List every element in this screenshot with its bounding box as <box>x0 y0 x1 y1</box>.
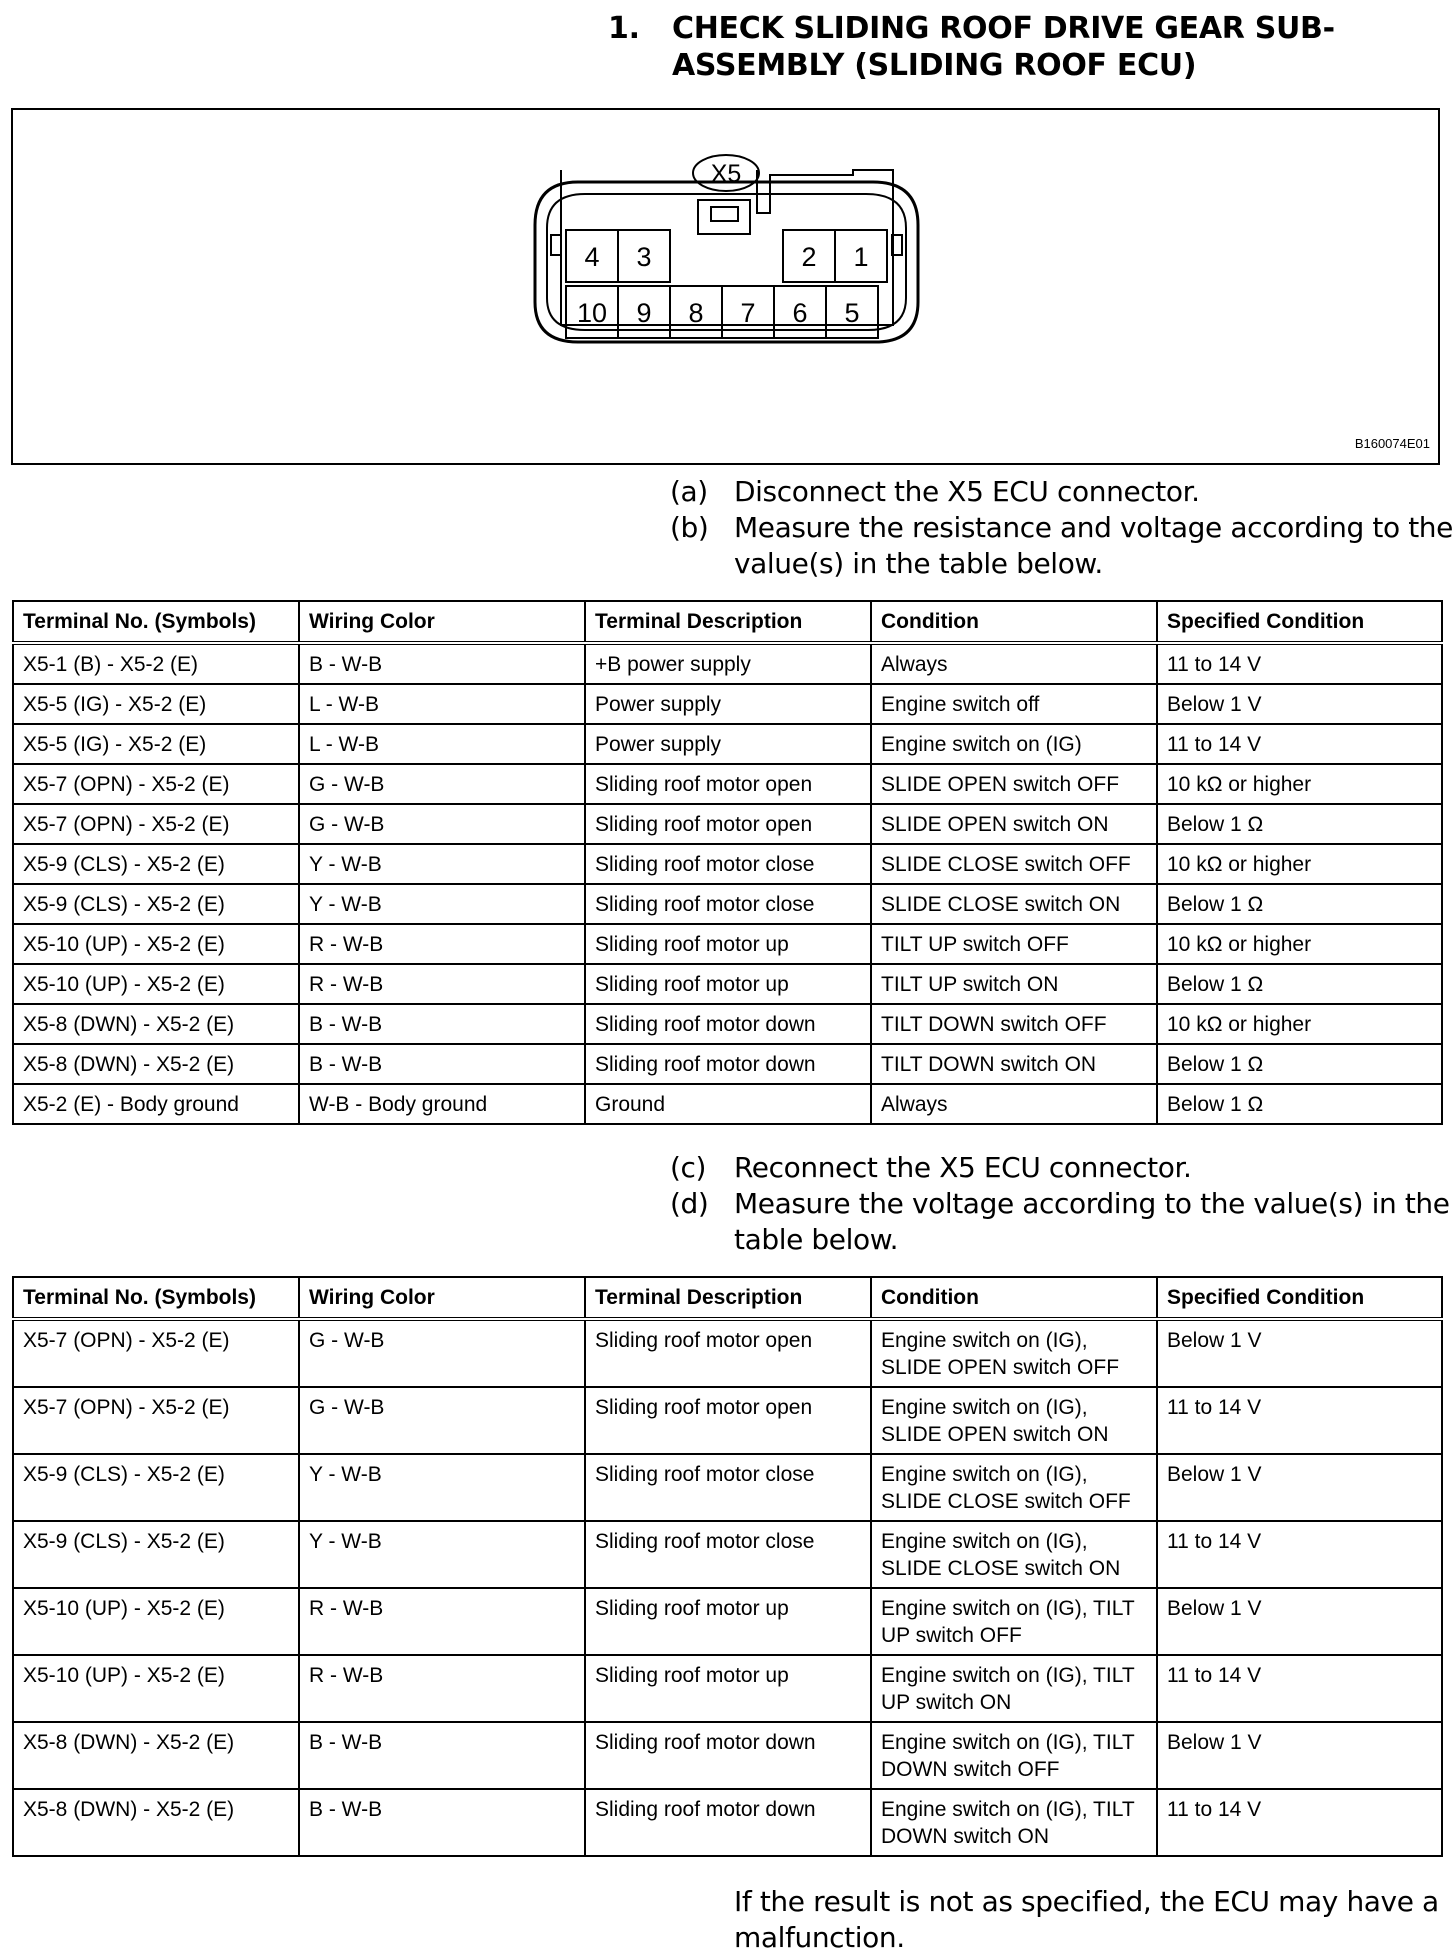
table-cell: Y - W-B <box>299 1521 585 1588</box>
table-row <box>13 844 1442 884</box>
table-cell: W-B - Body ground <box>299 1084 585 1124</box>
connector-label: X5 <box>710 160 742 188</box>
footer-note: If the result is not as specified, the ECU may have a malfunction. <box>734 1885 1439 1954</box>
table-cell: G - W-B <box>299 1319 585 1387</box>
table-row <box>13 804 1442 844</box>
table-cell: Y - W-B <box>299 884 585 924</box>
table-cell: Engine switch on (IG), SLIDE OPEN switch OFF <box>871 1319 1157 1387</box>
left-side-slot <box>551 235 561 255</box>
pin-number: 6 <box>792 298 808 328</box>
table-cell: Engine switch on (IG), TILT UP switch OFF <box>871 1588 1157 1655</box>
table-row <box>13 1387 1442 1454</box>
table-cell: 11 to 14 V <box>1157 1387 1442 1454</box>
table-row <box>13 1722 1442 1789</box>
table-cell: Sliding roof motor up <box>585 924 871 964</box>
steps-before-table1 <box>670 474 1454 582</box>
table-cell: SLIDE CLOSE switch OFF <box>871 844 1157 884</box>
table-cell: G - W-B <box>299 1387 585 1454</box>
step-c <box>670 1150 1454 1186</box>
table-cell: TILT UP switch ON <box>871 964 1157 1004</box>
table-cell: R - W-B <box>299 964 585 1004</box>
heading-number: 1. <box>608 11 640 46</box>
table-cell: X5-9 (CLS) - X5-2 (E) <box>13 1521 299 1588</box>
column-header: Terminal No. (Symbols) <box>13 1277 299 1319</box>
table-cell: Sliding roof motor up <box>585 1655 871 1722</box>
table-cell: X5-8 (DWN) - X5-2 (E) <box>13 1044 299 1084</box>
table-cell: Sliding roof motor close <box>585 884 871 924</box>
table-cell: Sliding roof motor close <box>585 1521 871 1588</box>
table-cell: TILT DOWN switch ON <box>871 1044 1157 1084</box>
table-cell: X5-10 (UP) - X5-2 (E) <box>13 1655 299 1722</box>
table-cell: Engine switch on (IG), TILT DOWN switch OFF <box>871 1722 1157 1789</box>
table-cell: G - W-B <box>299 804 585 844</box>
step-label: (b) <box>670 511 709 544</box>
step-text: Disconnect the X5 ECU connector. <box>734 475 1200 508</box>
table-cell: B - W-B <box>299 1789 585 1856</box>
table-cell: L - W-B <box>299 724 585 764</box>
table-cell: X5-9 (CLS) - X5-2 (E) <box>13 1454 299 1521</box>
table-header-row <box>13 601 1442 643</box>
table-cell: X5-8 (DWN) - X5-2 (E) <box>13 1722 299 1789</box>
pin-number: 3 <box>636 242 652 272</box>
table-row <box>13 1521 1442 1588</box>
voltage-table <box>12 1276 1443 1857</box>
table-cell: Below 1 Ω <box>1157 1084 1442 1124</box>
table-cell: 10 kΩ or higher <box>1157 844 1442 884</box>
table-cell: 10 kΩ or higher <box>1157 924 1442 964</box>
table-cell: X5-7 (OPN) - X5-2 (E) <box>13 804 299 844</box>
step-d <box>670 1186 1454 1258</box>
table-cell: SLIDE CLOSE switch ON <box>871 884 1157 924</box>
table-header-row <box>13 1277 1442 1319</box>
table-cell: Sliding roof motor close <box>585 844 871 884</box>
heading-title: CHECK SLIDING ROOF DRIVE GEAR SUB-ASSEMBLY (SLIDING ROOF ECU) <box>672 11 1335 83</box>
table-cell: +B power supply <box>585 643 871 684</box>
table-cell: Sliding roof motor down <box>585 1789 871 1856</box>
table-cell: X5-2 (E) - Body ground <box>13 1084 299 1124</box>
step-label: (d) <box>670 1187 709 1220</box>
table-cell: Engine switch on (IG), SLIDE CLOSE switch OFF <box>871 1454 1157 1521</box>
table-cell: Sliding roof motor down <box>585 1004 871 1044</box>
table-cell: X5-5 (IG) - X5-2 (E) <box>13 684 299 724</box>
table-cell: Always <box>871 1084 1157 1124</box>
table-row <box>13 1084 1442 1124</box>
connector-diagram <box>13 110 1438 463</box>
table-row <box>13 764 1442 804</box>
table-cell: R - W-B <box>299 1588 585 1655</box>
table-cell: Below 1 V <box>1157 1454 1442 1521</box>
table-cell: 10 kΩ or higher <box>1157 764 1442 804</box>
figure-code: B160074E01 <box>1354 436 1430 451</box>
table-cell: Engine switch on (IG), SLIDE CLOSE switch ON <box>871 1521 1157 1588</box>
table-cell: X5-9 (CLS) - X5-2 (E) <box>13 844 299 884</box>
table-row <box>13 884 1442 924</box>
table-cell: B - W-B <box>299 1004 585 1044</box>
steps-before-table2 <box>670 1150 1454 1258</box>
table-cell: 11 to 14 V <box>1157 643 1442 684</box>
pin-number: 5 <box>844 298 860 328</box>
latch-tab <box>698 200 750 234</box>
pin-number: 10 <box>576 298 608 328</box>
table-cell: Engine switch on (IG), TILT DOWN switch ON <box>871 1789 1157 1856</box>
table-cell: X5-7 (OPN) - X5-2 (E) <box>13 1387 299 1454</box>
pin-number: 7 <box>740 298 756 328</box>
table-cell: Below 1 Ω <box>1157 884 1442 924</box>
table-cell: Sliding roof motor up <box>585 964 871 1004</box>
step-text: Measure the resistance and voltage according to the value(s) in the table below. <box>734 511 1453 580</box>
table-row <box>13 643 1442 684</box>
table-cell: Sliding roof motor open <box>585 804 871 844</box>
table-cell: R - W-B <box>299 924 585 964</box>
table-cell: Below 1 Ω <box>1157 804 1442 844</box>
table-cell: Sliding roof motor open <box>585 1387 871 1454</box>
table-cell: Sliding roof motor up <box>585 1588 871 1655</box>
table-cell: B - W-B <box>299 1044 585 1084</box>
step-a <box>670 474 1454 510</box>
table-cell: Below 1 Ω <box>1157 964 1442 1004</box>
pin-cells <box>566 230 887 338</box>
table-cell: Power supply <box>585 684 871 724</box>
table-cell: Below 1 V <box>1157 684 1442 724</box>
table-cell: Sliding roof motor open <box>585 764 871 804</box>
column-header: Terminal Description <box>585 601 871 643</box>
table-cell: SLIDE OPEN switch OFF <box>871 764 1157 804</box>
table-cell: Below 1 V <box>1157 1319 1442 1387</box>
table-cell: L - W-B <box>299 684 585 724</box>
column-header: Condition <box>871 601 1157 643</box>
table-row <box>13 1044 1442 1084</box>
table-cell: X5-8 (DWN) - X5-2 (E) <box>13 1004 299 1044</box>
table-row <box>13 1319 1442 1387</box>
table-row <box>13 1454 1442 1521</box>
table-cell: Y - W-B <box>299 1454 585 1521</box>
table-cell: X5-7 (OPN) - X5-2 (E) <box>13 1319 299 1387</box>
column-header: Specified Condition <box>1157 601 1442 643</box>
table-cell: SLIDE OPEN switch ON <box>871 804 1157 844</box>
table-row <box>13 724 1442 764</box>
table-cell: X5-5 (IG) - X5-2 (E) <box>13 724 299 764</box>
table-row <box>13 1789 1442 1856</box>
table-cell: X5-10 (UP) - X5-2 (E) <box>13 924 299 964</box>
table-cell: Sliding roof motor down <box>585 1722 871 1789</box>
table-cell: Engine switch on (IG), TILT UP switch ON <box>871 1655 1157 1722</box>
table-cell: X5-9 (CLS) - X5-2 (E) <box>13 884 299 924</box>
column-header: Terminal Description <box>585 1277 871 1319</box>
table-cell: Sliding roof motor down <box>585 1044 871 1084</box>
table-cell: X5-8 (DWN) - X5-2 (E) <box>13 1789 299 1856</box>
table-cell: Below 1 Ω <box>1157 1044 1442 1084</box>
table-cell: 11 to 14 V <box>1157 1655 1442 1722</box>
table-cell: Sliding roof motor open <box>585 1319 871 1387</box>
table-cell: G - W-B <box>299 764 585 804</box>
table-row <box>13 684 1442 724</box>
column-header: Wiring Color <box>299 601 585 643</box>
pin-number: 2 <box>801 242 817 272</box>
table-cell: Engine switch on (IG) <box>871 724 1157 764</box>
table-cell: Y - W-B <box>299 844 585 884</box>
table-cell: Engine switch on (IG), SLIDE OPEN switch ON <box>871 1387 1157 1454</box>
column-header: Terminal No. (Symbols) <box>13 601 299 643</box>
table-cell: X5-1 (B) - X5-2 (E) <box>13 643 299 684</box>
column-header: Wiring Color <box>299 1277 585 1319</box>
table-cell: X5-7 (OPN) - X5-2 (E) <box>13 764 299 804</box>
step-text: Reconnect the X5 ECU connector. <box>734 1151 1192 1184</box>
step-b <box>670 510 1454 582</box>
pin-number: 1 <box>853 242 869 272</box>
step-label: (a) <box>670 475 708 508</box>
table-cell: 11 to 14 V <box>1157 724 1442 764</box>
table-cell: TILT DOWN switch OFF <box>871 1004 1157 1044</box>
column-header: Condition <box>871 1277 1157 1319</box>
table-cell: Below 1 V <box>1157 1722 1442 1789</box>
table-row <box>13 924 1442 964</box>
table-cell: B - W-B <box>299 643 585 684</box>
table-cell: X5-10 (UP) - X5-2 (E) <box>13 964 299 1004</box>
pin-number: 9 <box>636 298 652 328</box>
table-row <box>13 1655 1442 1722</box>
table-cell: TILT UP switch OFF <box>871 924 1157 964</box>
table-cell: R - W-B <box>299 1655 585 1722</box>
table-cell: Sliding roof motor close <box>585 1454 871 1521</box>
table-cell: Power supply <box>585 724 871 764</box>
table-cell: Ground <box>585 1084 871 1124</box>
table-row <box>13 1588 1442 1655</box>
table-cell: Engine switch off <box>871 684 1157 724</box>
table-cell: X5-10 (UP) - X5-2 (E) <box>13 1588 299 1655</box>
table-cell: Always <box>871 643 1157 684</box>
step-text: Measure the voltage according to the value(s) in the table below. <box>734 1187 1450 1256</box>
table-row <box>13 1004 1442 1044</box>
table-cell: 11 to 14 V <box>1157 1789 1442 1856</box>
table-cell: Below 1 V <box>1157 1588 1442 1655</box>
table-cell: B - W-B <box>299 1722 585 1789</box>
table-cell: 10 kΩ or higher <box>1157 1004 1442 1044</box>
pin-number: 4 <box>584 242 600 272</box>
step-label: (c) <box>670 1151 707 1184</box>
table-row <box>13 964 1442 1004</box>
column-header: Specified Condition <box>1157 1277 1442 1319</box>
pin-number: 8 <box>688 298 704 328</box>
connector-figure <box>11 108 1440 465</box>
resistance-voltage-table <box>12 600 1443 1125</box>
table-cell: 11 to 14 V <box>1157 1521 1442 1588</box>
